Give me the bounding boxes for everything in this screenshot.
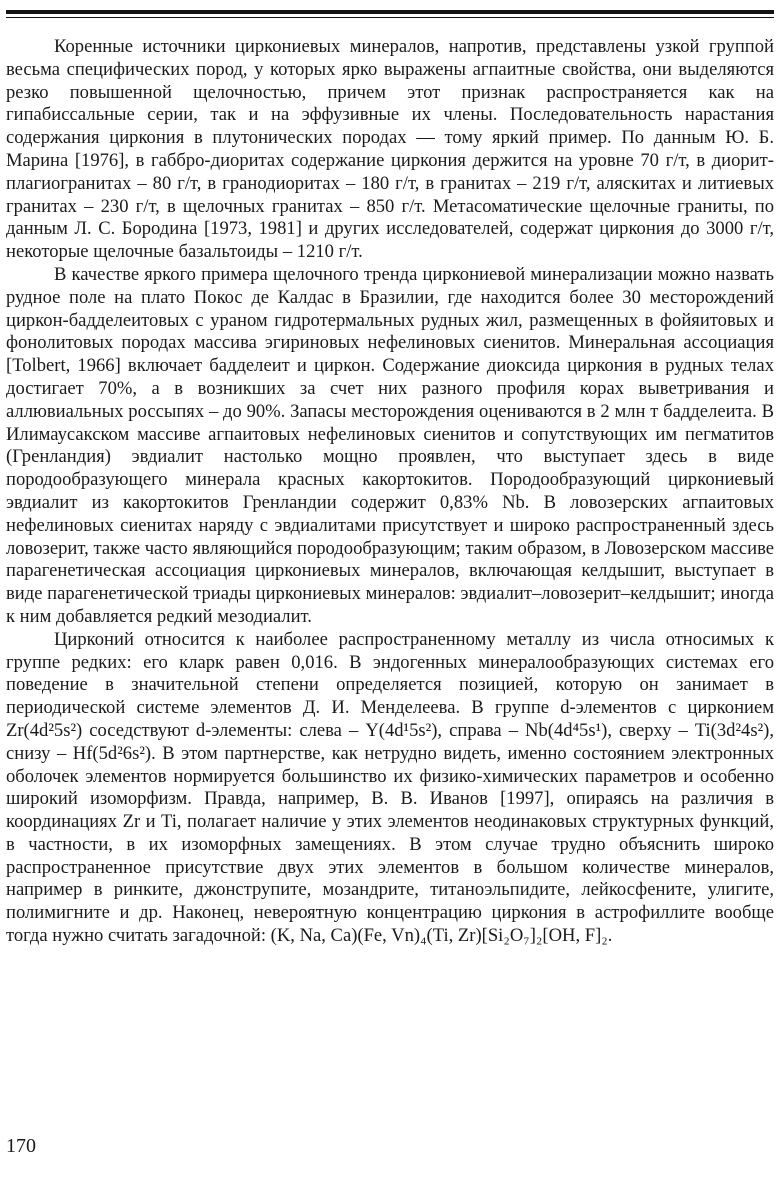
paragraph: Цирконий относится к наиболее распространенному металлу из числа относимых к группе редких: его кларк равен 0,016. В эндогенных минералообразующих системах его поведение в значительной степени определяется позицией, которую он занимает в периодической системе элементов Д. И. Менделеева. В группе d-элементов с цирконием Zr(4d²5s²) соседствуют d-элементы: слева – Y(4d¹5s²), справа – Nb(4d⁴5s¹), сверху – Ti(3d²4s²), снизу – Hf(5d²6s²). В этом партнерстве, как нетрудно видеть, именно состоянием электронных оболочек элементов нормируется большинство их физико-химических параметров и особенно широкий изоморфизм. Правда, например, В. В. Иванов [1997], опираясь на различия в координациях Zr и Ti, полагает наличие у этих элементов неодинаковых структурных функций, в частности, в их изоморфных замещениях. В этом случае трудно объяснить широко распространенное присутствие двух этих элементов в большом количестве минералов, например в ринките, джонструпите, мозандрите, титаноэльпидите, лейкосфените, улигите, полимигните и др. Наконец, невероятную концентрацию циркония в астрофиллите вообще тогда нужно считать загадочной: (K, Na, Ca)(Fe, Vn)₄(Ti, Zr)[Si₂O₇]₂[OH, F]₂. bbox=[6, 628, 774, 947]
body-text bbox=[6, 36, 774, 948]
paragraph: В качестве яркого примера щелочного тренда циркониевой минерализации можно назвать рудное поле на плато Покос де Калдас в Бразилии, где находится более 30 месторождений циркон-бадделеитовых с ураном гидротермальных рудных жил, размещенных в фойяитовых и фонолитовых породах массива эгириновых нефелиновых сиенитов. Минеральная ассоциация [Tolbert, 1966] включает бадделеит и циркон. Содержание диоксида циркония в рудных телах достигает 70%, а в возникших за счет них разного профиля корах выветривания и аллювиальных россыпях – до 90%. Запасы месторождения оцениваются в 2 млн т бадделеита. В Илимаусакском массиве агпаитовых нефелиновых сиенитов и сопутствующих им пегматитов (Гренландия) эвдиалит настолько мощно проявлен, что выступает здесь в виде породообразующего минерала красных какортокитов. Породообразующий циркониевый эвдиалит из какортокитов Гренландии содержит 0,83% Nb. В ловозерских агпаитовых нефелиновых сиенитах наряду с эвдиалитами присутствует и широко распространенный здесь ловозерит, также часто являющийся породообразующим; таким образом, в Ловозерском массиве парагенетическая ассоциация циркониевых минералов, включающая келдышит, выступает в виде парагенетической триады циркониевых минералов: эвдиалит–ловозерит–келдышит; иногда к ним добавляется редкий мезодиалит. bbox=[6, 263, 774, 627]
header-rule-thick bbox=[6, 10, 774, 14]
header-rule-thin bbox=[6, 17, 774, 18]
page-number: 170 bbox=[6, 1135, 36, 1157]
paragraph: Коренные источники циркониевых минералов, напротив, представлены узкой группой весьма специфических пород, у которых ярко выражены агпаитные свойства, они выделяются резко повышенной щелочностью, причем этот признак распространяется как на гипабиссальные серии, так и на эффузивные их члены. Последовательность нарастания содержания циркония в плутонических породах — тому яркий пример. По данным Ю. Б. Марина [1976], в габбро-диоритах содержание циркония держится на уровне 70 г/т, в диорит-плагиогранитах – 80 г/т, в гранодиоритах – 180 г/т, в гранитах – 219 г/т, аляскитах и литиевых гранитах – 230 г/т, в щелочных гранитах – 850 г/т. Метасоматические щелочные граниты, по данным Л. С. Бородина [1973, 1981] и других исследователей, содержат циркония до 3000 г/т, некоторые щелочные базальтоиды – 1210 г/т. bbox=[6, 36, 774, 263]
